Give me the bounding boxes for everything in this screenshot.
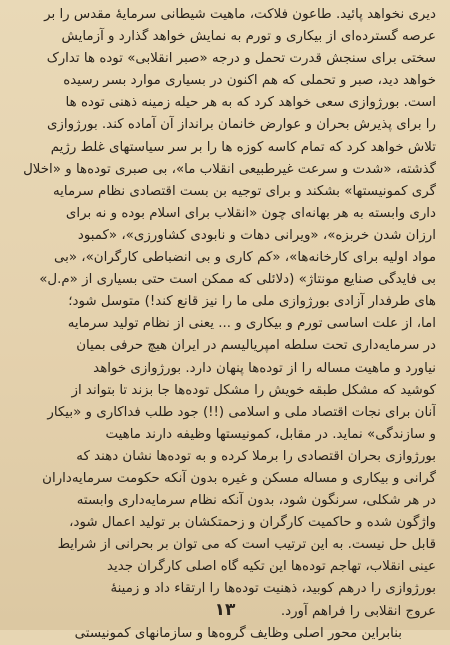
text-line: عرصه گسترده‌ای از بیکاری و تورم به نمایش خواهد گذارد و آزمایش bbox=[61, 29, 436, 45]
text-line: در هر شکلی، سرنگون شود، بدون آنکه نظام سرمایه‌داری وابسته bbox=[76, 493, 436, 509]
text-line: گرانی و بیکاری و مساله مسکن و غیره بدون آنکه حکومت سرمایه‌داران bbox=[42, 470, 436, 486]
text-line: گذشته، «شدت و سرعت غیرطبیعی انقلاب ما»، بی صبری توده‌ها و «اخلال‌ bbox=[23, 161, 436, 177]
text-line: است. بورژوازی سعی خواهد کرد که به هر حیله زمینه ذهنی توده ها bbox=[65, 95, 436, 111]
text-line: بورژوازی را درهم کوبید، ذهنیت توده‌ها را ارتقاء داد و زمینهٔ bbox=[110, 581, 436, 597]
text-line: عینی انقلاب، تهاجم توده‌ها این تکیه گاه اصلی کارگران جدید bbox=[106, 559, 436, 575]
text-line: کوشید که مشکل طبقه خویش را مشکل توده‌ها جا بزند تا بتواند از bbox=[71, 382, 436, 398]
text-line: های طرفدار آزادی بورژوازی ملی ما را نیز قانع کند!) متوسل شود؛ bbox=[68, 294, 436, 310]
text-line: را برای پذیرش بحران و عوارض خانمان برانداز آن آماده کند. بورژوازی bbox=[46, 117, 436, 133]
text-line: عروج انقلابی را فراهم آورد. bbox=[280, 603, 436, 619]
text-line: سختی برای سنجش قدرت تحمل و درجه «صبر انقلابی» توده ها تدارک bbox=[46, 51, 436, 67]
body-text bbox=[14, 4, 436, 645]
text-line: قابل حل نیست. به این ترتیب است که می توان بر بحرانی از شرایط bbox=[57, 537, 436, 553]
text-line: در سرمایه‌داری تحت سلطه امپریالیسم در ایران هیچ حرفی بمیان bbox=[76, 338, 436, 354]
text-line: واژگون شده و حاکمیت کارگران و زحمتکشان بر تولید اعمال شود، bbox=[69, 515, 436, 531]
page-number: ۱۳ bbox=[214, 600, 236, 620]
text-line: تلاش خواهد کرد که تمام کاسه کوزه ها را بر سر سیاستهای غلط رژیم bbox=[50, 139, 436, 155]
text-line: بورژوازی بحران اقتصادی را برملا کرده و به توده‌ها نشان دهند که bbox=[76, 448, 436, 464]
text-line: آنان برای نجات اقتصاد ملی و اسلامی (!!) جود طلب فداکاری و «بیکار bbox=[47, 404, 436, 420]
text-line: بی فایدگی صنایع مونتاژ» (دلائلی که ممکن است حتی بسیاری از «م.ل» bbox=[39, 272, 436, 288]
text-line: داری وابسته به هر بهانه‌ای چون «انقلاب برای اسلام بوده و نه برای bbox=[65, 205, 436, 221]
text-line: گری کمونیستها» بشکند و برای توجیه بن بست اقتصادی نظام سرمایه bbox=[53, 183, 436, 199]
text-line: دیری نخواهد پائید. طاعون فلاکت، ماهیت شیطانی سرمایهٔ مقدس را بر bbox=[44, 7, 436, 22]
text-line: و سازندگی» نماید. در مقابل، کمونیستها وظیفه دارند ماهیت bbox=[105, 426, 436, 442]
text-line: بنابراین محور اصلی وظایف گروه‌ها و سازمانهای کمونیستی bbox=[74, 625, 402, 641]
text-line: ارزان شدن خربزه»، «ویرانی دهات و نابودی کشاورزی»، «کمبود bbox=[77, 227, 436, 243]
text-line: خواهد دید، صبر و تحملی که هم اکنون در بسیاری موارد بسر رسیده bbox=[63, 73, 436, 89]
text-line: مواد اولیه برای کارخانه‌ها»، «کم کاری و بی انضباطی کارگران»، «بی bbox=[53, 250, 436, 266]
text-line: اما، از علت اساسی تورم و بیکاری و ... یعنی از نظام تولید سرمایه bbox=[67, 316, 436, 332]
text-line: نیاورد و ماهیت مساله را از توده‌ها پنهان دارد. بورژوازی خواهد bbox=[93, 360, 436, 376]
